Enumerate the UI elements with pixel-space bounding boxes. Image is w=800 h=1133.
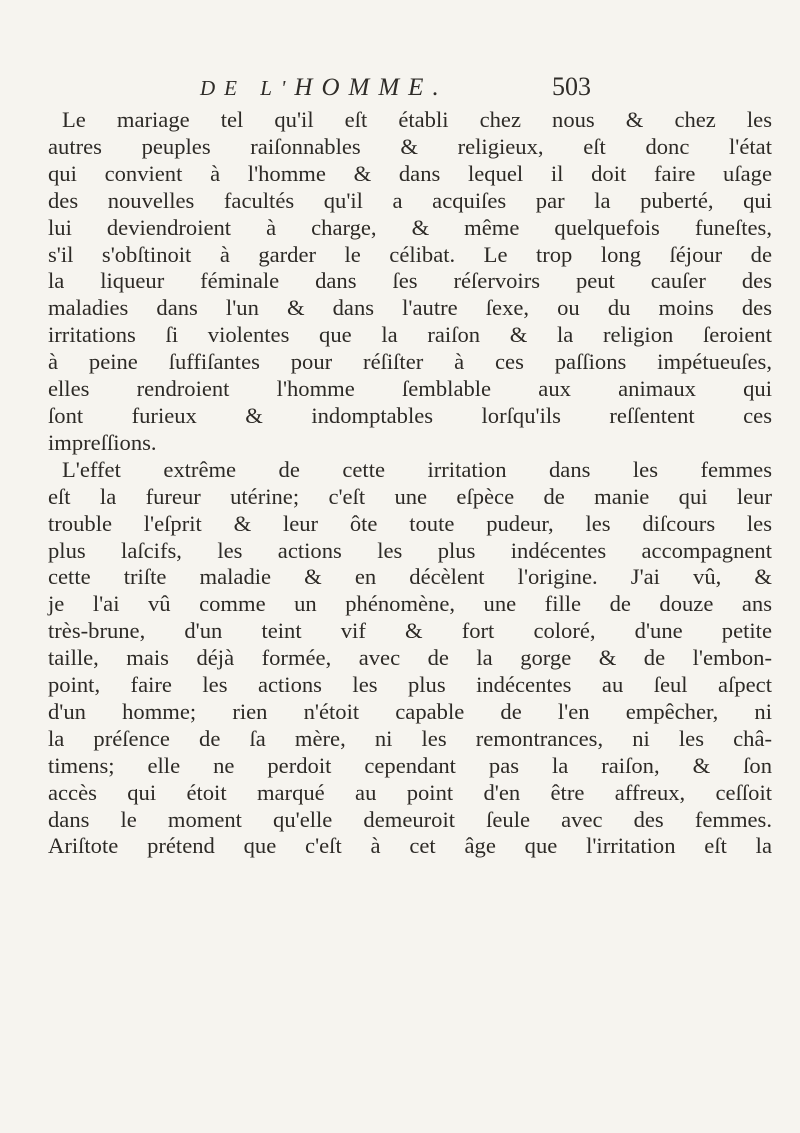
text-line: maladies dans l'un & dans l'autre ſexe, ou du moins des [48,295,772,321]
text-line: ſont furieux & indomptables lorſqu'ils reſſentent ces [48,402,772,428]
text-line: qui convient à l'homme & dans lequel il doit faire uſage [48,160,772,186]
text-line: taille, mais déjà formée, avec de la gorge & de l'embon- [48,645,772,671]
paragraph [48,457,772,861]
text-line: plus laſcifs, les actions les plus indécentes accompagnent [48,537,772,563]
text-line: je l'ai vû comme un phénomène, une fille de douze ans [48,591,772,617]
text-line: Ariſtote prétend que c'eſt à cet âge que l'irritation eſt la [48,833,772,859]
text-line: la préſence de ſa mère, ni les remontrances, ni les châ- [48,725,772,751]
text-line: cette triſte maladie & en décèlent l'origine. J'ai vû, & [48,564,772,590]
page-number: 503 [552,72,591,101]
text-line: très-brune, d'un teint vif & fort coloré, d'une petite [48,618,772,644]
text-line: eſt la fureur utérine; c'eſt une eſpèce de manie qui leur [48,483,772,509]
text-line: des nouvelles facultés qu'il a acquiſes par la puberté, qui [48,187,772,213]
text-line: timens; elle ne perdoit cependant pas la raiſon, & ſon [48,752,772,778]
text-line: L'effet extrême de cette irritation dans les femmes [62,456,772,482]
body-text [48,107,772,860]
text-line: d'un homme; rien n'étoit capable de l'en empêcher, ni [48,698,772,724]
text-line: dans le moment qu'elle demeuroit ſeule avec des femmes. [48,806,772,832]
text-line: elles rendroient l'homme ſemblable aux animaux qui [48,376,772,402]
running-head-word: HOMME. [294,74,448,101]
text-line: irritations ſi violentes que la raiſon & la religion ſeroient [48,322,772,348]
running-head [200,74,448,102]
text-line: à peine ſuffiſantes pour réſiſter à ces paſſions impétueuſes, [48,349,772,375]
running-head-prefix: DE L' [200,76,295,100]
text-line: la liqueur féminale dans ſes réſervoirs peut cauſer des [48,268,772,294]
text-line: trouble l'eſprit & leur ôte toute pudeur, les diſcours les [48,510,772,536]
text-line: lui deviendroient à charge, & même quelquefois funeſtes, [48,214,772,240]
text-line: s'il s'obſtinoit à garder le célibat. Le trop long ſéjour de [48,241,772,267]
paragraph [48,107,772,457]
text-line: impreſſions. [48,429,157,455]
text-line: autres peuples raiſonnables & religieux, eſt donc l'état [48,133,772,159]
text-line: Le mariage tel qu'il eſt établi chez nous & chez les [62,107,772,132]
text-line: point, faire les actions les plus indécentes au ſeul aſpect [48,672,772,698]
text-line: accès qui étoit marqué au point d'en être affreux, ceſſoit [48,779,772,805]
